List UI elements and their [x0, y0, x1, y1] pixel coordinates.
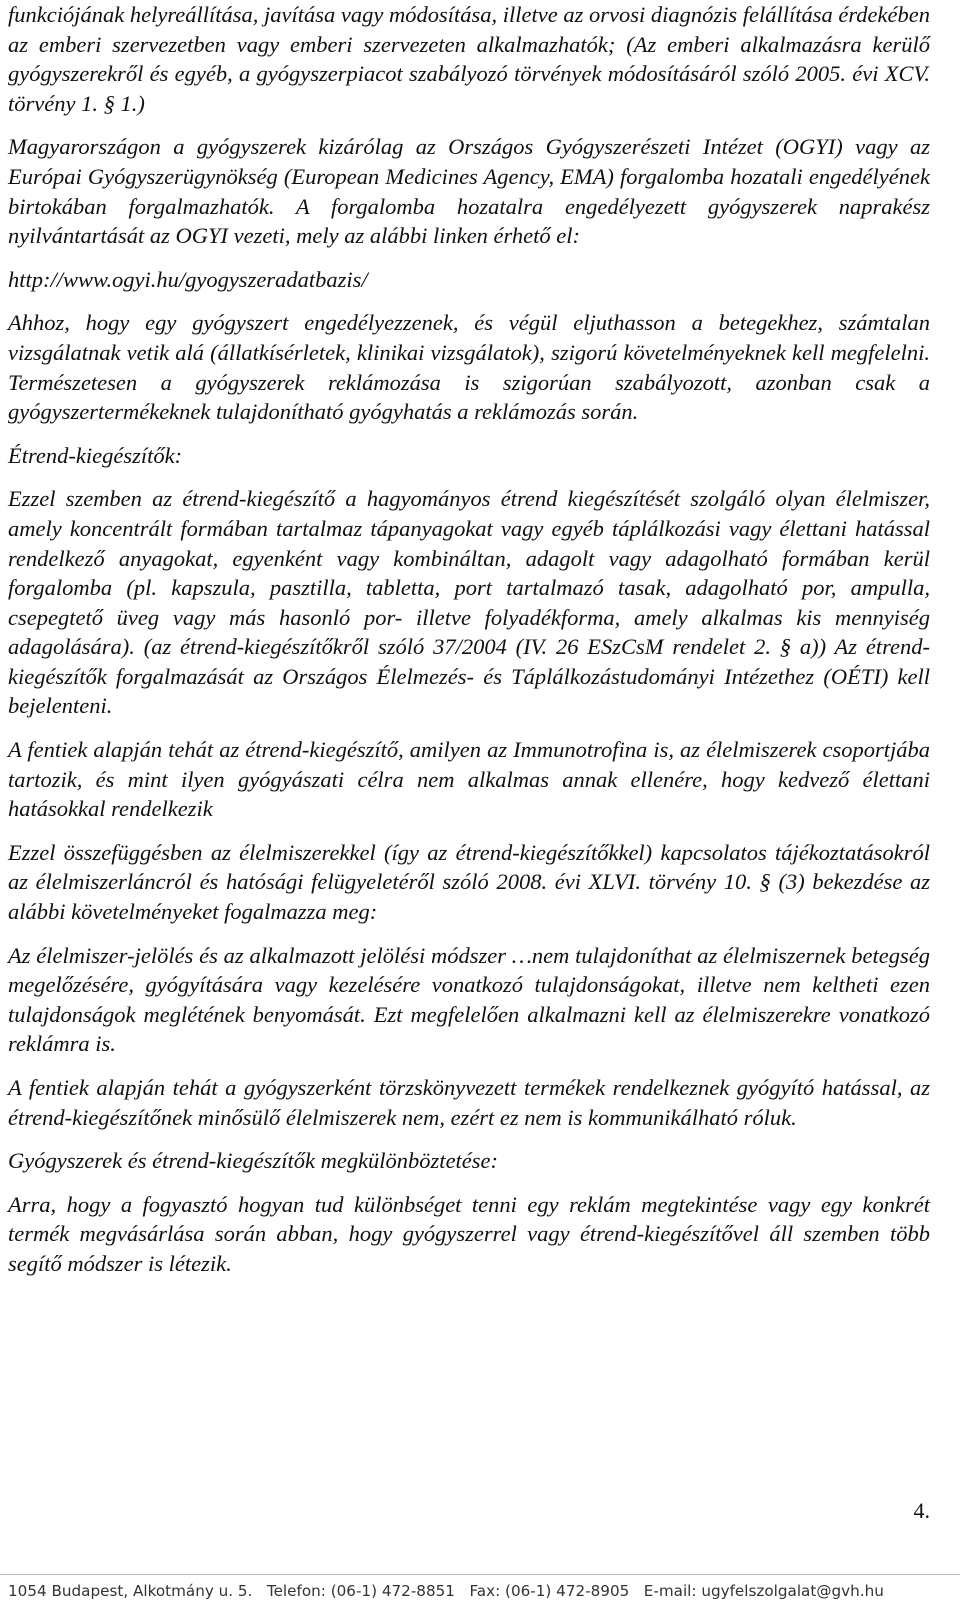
paragraph-consumer-methods: Arra, hogy a fogyasztó hogyan tud különbséget tenni egy reklám megtekintése vagy egy konkrét termék megvásárlása során abban, hogy gyógyszerrel vagy étrend-kiegészítővel áll szemben több segítő módszer is létezik. — [8, 1191, 930, 1276]
footer-contact: 1054 Budapest, Alkotmány u. 5. Telefon: (06-1) 472-8851 Fax: (06-1) 472-8905 E-mail: ugyfelszolgalat@gvh.hu — [8, 1582, 884, 1600]
section-heading-supplements: Étrend-kiegészítők: — [8, 442, 183, 468]
section-heading-distinction: Gyógyszerek és étrend-kiegészítők megkülönböztetése: — [8, 1148, 499, 1174]
paragraph-food-law: Ezzel összefüggésben az élelmiszerekkel (így az étrend-kiegészítőkkel) kapcsolatos tájékoztatásokról az élelmiszerláncról és hatósági felügyeletéről szóló 2008. évi XLVI. törvény 10. § (3) bekezdése az alábbi követelményeket fogalmazza meg: — [8, 839, 930, 925]
footer-divider — [0, 1574, 960, 1575]
paragraph-supplement-definition: Ezzel szemben az étrend-kiegészítő a hagyományos étrend kiegészítését szolgáló olyan élelmiszer, amely koncentrált formában tartalmaz tápanyagokat vagy egyéb táplálkozási vagy élettani hatással rendelkező anyagokat, egyenként vagy kombináltan, adagolt vagy adagolható formában kerül forgalomba (pl. kapszula, pasztilla, tabletta, port tartalmazó tasak, adagolható por, ampulla, csepegtető üveg vagy más hasonló por- illetve folyadékforma, amely alkalmas kis mennyiség adagolására). (az étrend-kiegészítőkről szóló 37/2004 (IV. 26 ESzCsM rendelet 2. § a)) Az étrend-kiegészítők forgalmazását az Országos Élelmezés- és Táplálkozástudományi Intézethez (OÉTI) kell bejelenteni. — [8, 486, 930, 719]
paragraph-intro-continuation: funkciójának helyreállítása, javítása vagy módosítása, illetve az orvosi diagnózis felállítása érdekében az emberi szervezetben vagy emberi szervezeten alkalmazhatók; (Az emberi alkalmazásra kerülő gyógyszerekről és egyéb, a gyógyszerpiacot szabályozó törvények módosításáról szóló 2005. évi XCV. törvény 1. § 1.) — [8, 2, 930, 116]
paragraph-ogyi-registration: Magyarországon a gyógyszerek kizárólag az Országos Gyógyszerészeti Intézet (OGYI) vagy az Európai Gyógyszerügynökség (European Medicines Agency, EMA) forgalomba hozatali engedélyének birtokában forgalmazhatók. A forgalomba hozatalra engedélyezett gyógyszerek naprakész nyilvántartását az OGYI vezeti, mely az alábbi linken érhető el: — [8, 134, 930, 249]
paragraph-conclusion: A fentiek alapján tehát a gyógyszerként törzskönyvezett termékek rendelkeznek gyógyító hatással, az étrend-kiegészítőnek minősülő élelmiszerek nem, ezért ez nem is kommunikálható róluk. — [8, 1075, 930, 1130]
paragraph-immunotrofina: A fentiek alapján tehát az étrend-kiegészítő, amilyen az Immunotrofina is, az élelmiszerek csoportjába tartozik, és mint ilyen gyógyászati célra nem alkalmas annak ellenére, hogy kedvező élettani hatásokkal rendelkezik — [8, 737, 930, 822]
page-number: 4. — [913, 1498, 930, 1523]
document-body — [8, 0, 930, 1293]
ogyi-database-link[interactable]: http://www.ogyi.hu/gyogyszeradatbazis/ — [8, 266, 368, 292]
paragraph-labeling-rule: Az élelmiszer-jelölés és az alkalmazott jelölési módszer …nem tulajdoníthat az élelmiszernek betegség megelőzésére, gyógyítására vagy kezelésére vonatkozó tulajdonságokat, illetve nem keltheti ezen tulajdonságok meglétének benyomását. Ezt megfelelően alkalmazni kell az élelmiszerekre vonatkozó reklámra is. — [8, 942, 930, 1057]
paragraph-drug-approval: Ahhoz, hogy egy gyógyszert engedélyezzenek, és végül eljuthasson a betegekhez, számtalan vizsgálatnak vetik alá (állatkísérletek, klinikai vizsgálatok), szigorú követelményeknek kell megfelelni. Természetesen a gyógyszerek reklámozása is szigorúan szabályozott, azonban csak a gyógyszertermékeknek tulajdonítható gyógyhatás a reklámozás során. — [8, 310, 930, 425]
